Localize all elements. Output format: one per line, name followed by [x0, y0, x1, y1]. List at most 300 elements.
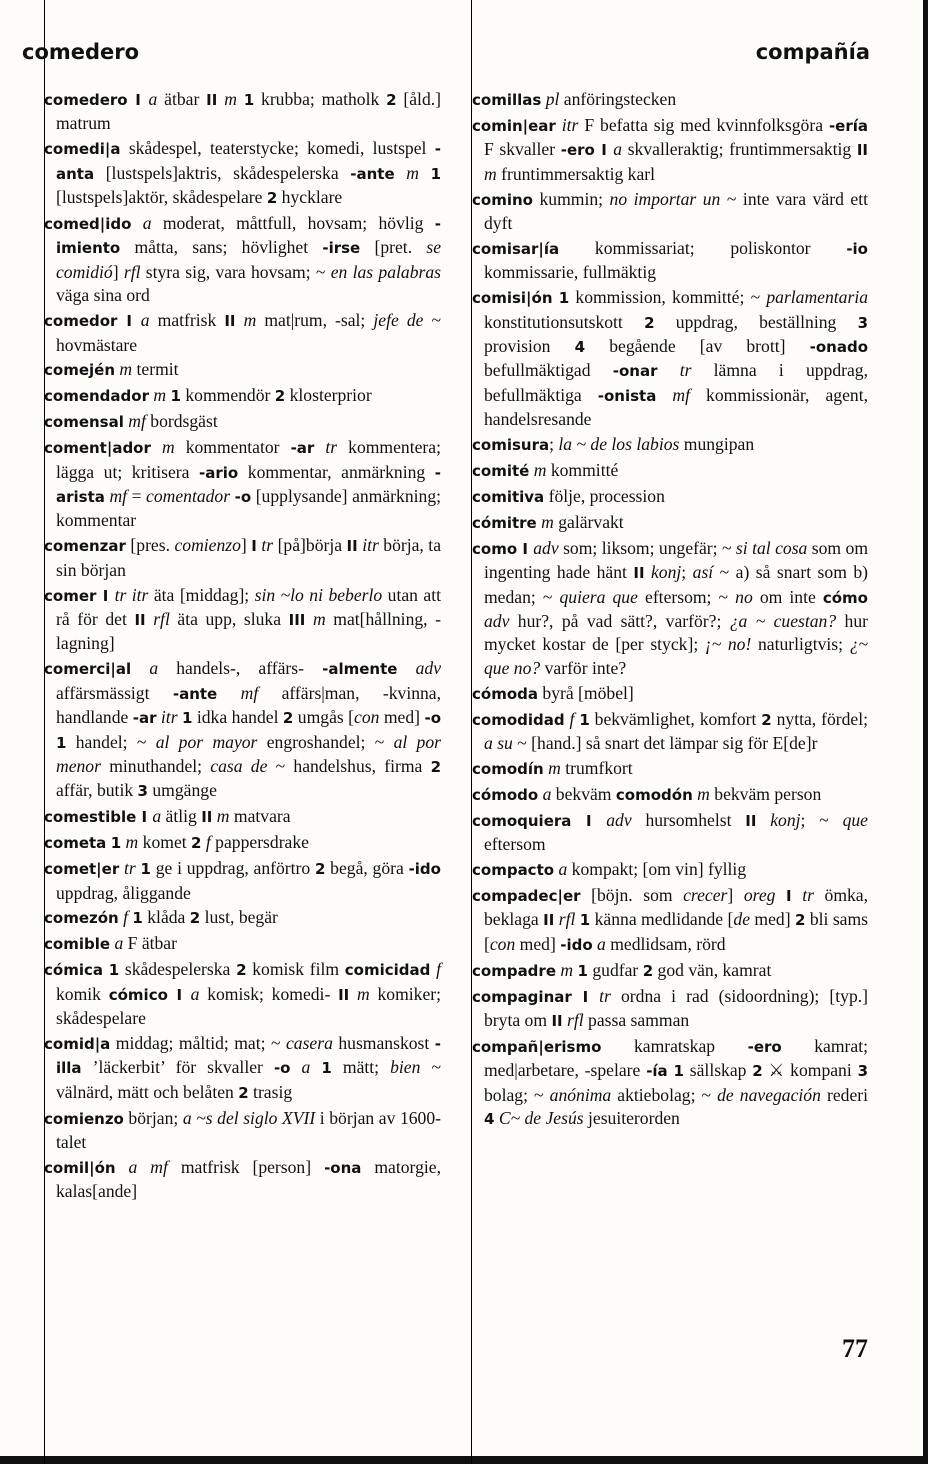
- dictionary-entry: [44, 534, 441, 582]
- headword: I: [571, 811, 607, 830]
- headword: 1: [243, 91, 255, 109]
- text-run: aktiebolag; ~: [611, 1084, 718, 1105]
- text-run: kommentar, anmärkning: [238, 461, 435, 482]
- text-run: bekväm: [551, 783, 616, 804]
- dictionary-entry: [472, 286, 868, 431]
- text-run: börja, ta sin början: [56, 535, 442, 580]
- headword: 1: [577, 961, 588, 980]
- italic-run: a ~s del siglo XVII: [182, 1107, 316, 1128]
- italic-run: a: [301, 1057, 311, 1078]
- headword: I: [571, 987, 600, 1006]
- italic-run: se comidió: [56, 237, 441, 282]
- text-run: middag; måltid; mat; ~: [110, 1032, 286, 1053]
- headword: II: [206, 91, 218, 109]
- text-run: om inte: [752, 586, 823, 607]
- headword: -irse: [322, 239, 361, 258]
- dictionary-entry: [472, 884, 868, 957]
- italic-run: tr itr: [114, 584, 149, 605]
- headword: -ante: [350, 164, 395, 183]
- text-run: lust, begär: [200, 907, 278, 928]
- italic-run: f: [436, 959, 441, 980]
- dictionary-entry: [44, 958, 441, 1030]
- text-run: [775, 885, 786, 905]
- text-run: ]: [112, 261, 124, 282]
- text-run: naturligtvis;: [751, 634, 850, 655]
- headword: cómitre: [472, 513, 537, 532]
- headword: comodín: [472, 759, 544, 778]
- dictionary-entry: [472, 459, 868, 483]
- text-run: kommitté: [546, 460, 619, 481]
- dictionary-entry: [44, 410, 441, 434]
- headword: comible: [44, 935, 111, 954]
- headword: 2: [274, 387, 286, 406]
- text-run: [151, 437, 162, 457]
- headword: 4: [484, 1110, 495, 1129]
- headword: -ero: [560, 141, 595, 160]
- text-run: kommentator: [174, 437, 291, 458]
- italic-run: con: [354, 707, 380, 728]
- headword: comet|er: [44, 860, 120, 879]
- italic-run: tr: [599, 985, 611, 1006]
- italic-run: adv: [415, 658, 441, 679]
- text-run: umgänge: [147, 780, 217, 801]
- italic-run: oreg: [743, 885, 776, 905]
- italic-run: ¿~ que no?: [484, 634, 869, 678]
- text-run: provision: [484, 336, 575, 357]
- italic-run: a: [140, 310, 150, 331]
- headword: 2: [794, 911, 806, 930]
- italic-run: parlamentaria: [766, 287, 868, 308]
- text-run: kommission, kommitté; ~: [569, 287, 767, 308]
- italic-run: m: [548, 757, 561, 778]
- text-run: galärvakt: [553, 511, 624, 532]
- headword: II: [346, 537, 358, 556]
- dictionary-entry: [44, 436, 441, 533]
- italic-run: m: [560, 959, 574, 980]
- headword: -anta: [56, 140, 441, 183]
- headword: comején: [44, 361, 115, 380]
- text-run: ge i uppdrag, anförtro: [150, 858, 315, 879]
- headword: comino: [472, 190, 533, 209]
- text-run: ömka, beklaga: [484, 885, 869, 930]
- italic-run: konj: [770, 809, 801, 830]
- text-run: bekväm person: [709, 783, 822, 804]
- italic-run: a: [613, 139, 623, 160]
- italic-run: itr: [561, 114, 579, 135]
- text-run: hur?, på vad sätt?, varför?;: [509, 611, 730, 632]
- text-run: [åld.] matrum: [56, 89, 441, 134]
- headword: II: [551, 1012, 563, 1031]
- text-run: rederi: [820, 1084, 868, 1105]
- text-run: ordna i rad (sidoordning); [typ.] bryta om: [484, 985, 869, 1031]
- text-run: skådespelerska: [119, 959, 237, 980]
- dictionary-entry: [44, 137, 441, 210]
- italic-run: f: [205, 832, 211, 853]
- headword: comedero: [44, 91, 128, 109]
- text-run: [756, 810, 770, 830]
- text-run: idka handel: [192, 707, 283, 728]
- headword: cómo: [822, 588, 868, 607]
- italic-run: de navegación: [717, 1084, 821, 1105]
- italic-run: tr: [124, 858, 136, 879]
- text-run: med]: [379, 707, 425, 728]
- headword: compaginar: [472, 987, 572, 1006]
- italic-run: adv: [606, 809, 632, 830]
- text-run: som; liksom; ungefär; ~: [558, 537, 736, 558]
- headword: 1: [579, 710, 590, 729]
- text-run: hur mycket kostar de [per styck];: [484, 611, 868, 655]
- text-run: komisk; komedi-: [199, 983, 339, 1004]
- headword: II: [543, 911, 555, 930]
- italic-run: a: [597, 933, 606, 954]
- italic-run: ¿a ~ cuestan?: [729, 611, 837, 632]
- dictionary-entry: [472, 485, 868, 509]
- text-run: [131, 658, 149, 678]
- headword: II: [224, 312, 236, 331]
- headword: -imiento: [56, 215, 441, 258]
- text-run: [419, 163, 431, 183]
- text-run: bekvämlighet, komfort: [589, 708, 762, 729]
- text-run: i början av 1600-talet: [56, 1107, 441, 1153]
- italic-run: konj: [651, 562, 682, 583]
- italic-run: m: [406, 162, 419, 183]
- headword: 1: [321, 1059, 332, 1078]
- headword: comenzar: [44, 537, 126, 556]
- dictionary-entry: [472, 537, 868, 680]
- headword: -ar: [132, 709, 157, 728]
- text-run: [397, 658, 415, 678]
- text-run: F befatta sig med kvinnfolksgöra: [578, 114, 829, 135]
- dictionary-entry: [472, 959, 868, 983]
- text-run: bordsgäst: [145, 411, 218, 432]
- text-run: [657, 360, 679, 380]
- headword: comin|ear: [472, 116, 556, 135]
- dictionary-entry: [44, 584, 441, 656]
- italic-run: crecer: [683, 885, 728, 905]
- text-run: varför inte?: [540, 657, 627, 678]
- headword: -ía: [646, 1062, 668, 1081]
- headword: -onar: [612, 362, 658, 381]
- headword: 2: [761, 710, 772, 729]
- italic-run: rfl: [567, 1010, 584, 1031]
- text-run: fruntimmersaktig karl: [496, 163, 656, 184]
- headword: comisar|ía: [472, 239, 560, 258]
- headword: 1: [56, 733, 67, 752]
- headword: comed|ido: [44, 215, 132, 234]
- headword: compadre: [472, 961, 556, 980]
- italic-run: mf: [672, 384, 690, 405]
- headword: comil|ón: [44, 1158, 116, 1177]
- headword: 2: [282, 709, 294, 728]
- headword: comoquiera: [472, 811, 572, 830]
- italic-run: C~ de Jesús: [498, 1108, 584, 1129]
- dictionary-entry: [44, 1156, 441, 1204]
- dictionary-entry: [44, 309, 441, 357]
- dictionary-entry: [44, 1032, 441, 1105]
- italic-run: al por menor: [56, 731, 442, 776]
- dictionary-entry: [44, 657, 441, 803]
- text-run: kommissariat; poliskontor: [559, 237, 847, 258]
- headword: comisi|ón: [472, 289, 553, 308]
- text-run: äta [middag];: [148, 584, 255, 605]
- headword: II: [134, 611, 146, 630]
- dictionary-entry: [44, 384, 441, 408]
- headword: -o: [234, 488, 252, 506]
- italic-run: mf: [240, 682, 259, 703]
- dictionary-entry: [472, 1035, 868, 1132]
- text-run: umgås [: [293, 707, 355, 728]
- text-run: ;: [549, 434, 559, 455]
- text-run: begå, göra: [325, 858, 409, 879]
- headword: II: [745, 811, 757, 830]
- headword: I: [96, 586, 115, 605]
- text-run: matfrisk [person]: [167, 1156, 325, 1177]
- headword: 1: [181, 709, 193, 728]
- dictionary-entry: [44, 857, 441, 905]
- text-run: kommissionär, agent, handelsresande: [484, 384, 868, 430]
- dictionary-entry: [472, 682, 868, 706]
- text-run: [pres.: [125, 535, 175, 556]
- text-run: komik: [56, 983, 109, 1004]
- italic-run: a: [558, 859, 568, 880]
- headword: cómodo: [472, 785, 539, 804]
- text-run: klåda: [142, 907, 190, 928]
- headword: I: [594, 141, 614, 160]
- italic-run: bien: [390, 1057, 421, 1078]
- italic-run: sin ~lo ni beberlo: [254, 584, 383, 605]
- text-run: kamratskap: [601, 1035, 748, 1056]
- text-run: handels-, affärs-: [158, 658, 323, 679]
- text-run: ~ handelshus, firma: [267, 755, 431, 776]
- text-run: [237, 89, 244, 109]
- text-run: moderat, måttfull, hovsam; hövlig: [151, 213, 435, 234]
- headword: -ante: [172, 684, 218, 703]
- text-run: husmanskost: [332, 1032, 435, 1053]
- text-run: hursomhelst: [631, 809, 746, 830]
- italic-run: m: [153, 385, 167, 406]
- text-run: engroshandel; ~: [257, 731, 394, 752]
- italic-run: f: [569, 708, 575, 729]
- text-run: känna medlidande [: [590, 909, 734, 930]
- text-run: F ätbar: [123, 933, 177, 954]
- headword: 1: [579, 911, 591, 930]
- headword: II: [856, 141, 869, 160]
- dictionary-entry: [44, 805, 441, 829]
- italic-run: m: [533, 460, 547, 481]
- text-run: =: [127, 486, 147, 506]
- text-run: [upplysande] anmärkning; kommentar: [56, 486, 441, 531]
- headword: 1: [140, 860, 151, 879]
- text-run: sällskap: [683, 1060, 753, 1081]
- text-run: kommissarie, fullmäktig: [484, 262, 657, 283]
- text-run: handel; ~: [66, 731, 156, 752]
- text-run: termit: [132, 359, 179, 380]
- headword: 1: [430, 164, 441, 183]
- text-run: trumfkort: [560, 757, 633, 778]
- headword: I: [127, 91, 149, 109]
- headword: comendador: [44, 387, 149, 406]
- text-run: affär, butik: [56, 780, 138, 801]
- italic-run: m: [161, 437, 175, 458]
- text-run: uppdrag, åliggande: [56, 882, 191, 903]
- headword: -illa: [56, 1034, 441, 1078]
- headword: -almente: [322, 660, 398, 679]
- headword: 2: [752, 1062, 763, 1081]
- text-run: kamrat; med|arbetare, -spelare: [484, 1035, 868, 1081]
- headword: 3: [137, 782, 148, 801]
- italic-run: adv: [533, 537, 559, 558]
- text-run: bli sams [: [484, 909, 869, 954]
- headword: cometa: [44, 834, 107, 853]
- page-right-edge: [923, 0, 928, 1464]
- text-run: [lustspels]aktris, skådespelerska: [94, 162, 351, 183]
- text-run: mungipan: [679, 434, 755, 455]
- dictionary-entry: [44, 88, 441, 136]
- headword: 2: [386, 91, 397, 109]
- dictionary-entry: [44, 831, 441, 855]
- text-run: passa samman: [583, 1010, 690, 1031]
- headword: comodón: [615, 785, 693, 804]
- dictionary-entry: [472, 985, 868, 1034]
- headword: -ar: [290, 439, 315, 458]
- text-run: begående [av brott]: [585, 336, 810, 357]
- italic-run: a: [152, 806, 162, 827]
- headword: 2: [191, 834, 202, 853]
- text-run: kompakt; [om vin] fyllig: [567, 859, 747, 880]
- text-run: skvalleraktig; fruntimmersaktig: [622, 139, 857, 160]
- text-run: kommendör: [180, 385, 275, 406]
- text-run: [236, 310, 244, 330]
- headword: comezón: [44, 909, 119, 928]
- italic-run: a: [114, 933, 124, 954]
- text-run: klosterprior: [285, 385, 372, 406]
- dictionary-entry: [472, 809, 868, 857]
- italic-run: f: [123, 907, 129, 928]
- text-run: matfrisk: [149, 310, 225, 331]
- headword: cómoda: [472, 684, 538, 703]
- italic-run: si tal cosa: [735, 537, 808, 558]
- italic-run: a: [148, 89, 158, 109]
- italic-run: m: [312, 609, 326, 630]
- italic-run: anónima: [549, 1084, 612, 1105]
- text-run: som om ingenting hade hänt: [484, 537, 869, 583]
- text-run: [792, 885, 803, 905]
- headword: coment|ador: [44, 439, 151, 458]
- italic-run: tr: [325, 437, 338, 458]
- italic-run: con: [489, 933, 516, 954]
- italic-run: que: [842, 809, 868, 830]
- dictionary-column-left: [44, 88, 441, 1205]
- italic-run: m: [697, 783, 710, 804]
- headword: 3: [857, 313, 869, 332]
- text-run: minuthandel;: [100, 755, 211, 776]
- text-run: mätt;: [331, 1057, 391, 1078]
- italic-run: quiera que: [559, 586, 638, 607]
- text-run: äta upp, sluka: [169, 609, 289, 630]
- italic-run: m: [357, 983, 370, 1004]
- text-run: ⚔ kompani: [762, 1060, 858, 1081]
- dictionary-entry: [472, 188, 868, 236]
- text-run: F skvaller: [484, 139, 561, 160]
- headword: comer: [44, 586, 97, 605]
- italic-run: m: [119, 359, 133, 380]
- text-run: ätlig: [161, 806, 202, 827]
- dictionary-entry: [44, 1107, 441, 1155]
- italic-run: rfl: [558, 909, 576, 930]
- headword: comicidad: [344, 961, 431, 980]
- text-run: eftersom: [484, 834, 546, 855]
- text-run: ~ hovmästare: [56, 310, 442, 355]
- dictionary-entry: [472, 783, 868, 807]
- headword: 2: [189, 909, 201, 928]
- italic-run: comienzo: [174, 535, 241, 556]
- dictionary-column-right: [472, 88, 868, 1133]
- italic-run: no: [735, 586, 753, 607]
- headword: 1: [673, 1062, 684, 1081]
- text-run: måtta, sans; hövlighet: [120, 237, 323, 258]
- headword: 1: [132, 909, 143, 928]
- text-run: [på]börja: [273, 535, 347, 556]
- headword: I: [136, 808, 153, 827]
- italic-run: así: [692, 562, 714, 583]
- text-run: kummin;: [532, 188, 610, 209]
- text-run: pappersdrake: [210, 832, 309, 853]
- text-run: ]: [727, 885, 744, 905]
- text-run: jesuiterorden: [583, 1108, 680, 1129]
- headword: 2: [642, 961, 654, 980]
- text-run: lämna i uppdrag, befullmäktiga: [484, 360, 869, 405]
- italic-run: rfl: [123, 261, 141, 282]
- headword: 2: [238, 1083, 249, 1102]
- italic-run: casa de: [210, 755, 268, 776]
- italic-run: a: [542, 783, 552, 804]
- italic-run: en las palabras: [330, 261, 441, 282]
- text-run: ’läckerbit’ för skvaller: [81, 1057, 274, 1078]
- dictionary-entry: [44, 212, 441, 308]
- text-run: [131, 213, 142, 233]
- text-run: [lustspels]aktör, skådespelare: [56, 187, 267, 208]
- headword: -o: [424, 709, 441, 728]
- text-run: komisk film: [246, 959, 345, 980]
- text-run: uppdrag, beställning: [654, 311, 858, 332]
- page-bottom-edge: [0, 1456, 928, 1464]
- headword: -arista: [56, 463, 441, 506]
- italic-run: m: [541, 511, 554, 532]
- headword: 3: [857, 1062, 868, 1081]
- headword: comienzo: [44, 1109, 124, 1128]
- headword: comisura: [472, 436, 550, 455]
- headword: I: [517, 539, 534, 558]
- italic-run: itr: [362, 535, 379, 556]
- headword: III: [288, 611, 306, 630]
- dictionary-entry: [44, 906, 441, 930]
- text-run: [pret.: [360, 237, 427, 258]
- headword: compadec|er: [472, 887, 581, 905]
- text-run: väga sina ord: [56, 285, 150, 306]
- text-run: [314, 437, 325, 457]
- headword: comitiva: [472, 488, 545, 506]
- headword: -onado: [809, 338, 868, 357]
- headword: II: [633, 564, 645, 583]
- text-run: [349, 984, 357, 1004]
- italic-run: de: [733, 909, 750, 930]
- dictionary-entry: [472, 858, 868, 882]
- text-run: affärs|man, -kvinna, handlande: [56, 682, 442, 728]
- headword: cómico: [108, 985, 168, 1004]
- text-run: byrå [möbel]: [538, 682, 634, 703]
- headword: comerci|al: [44, 660, 132, 679]
- dictionary-entry: [472, 114, 868, 186]
